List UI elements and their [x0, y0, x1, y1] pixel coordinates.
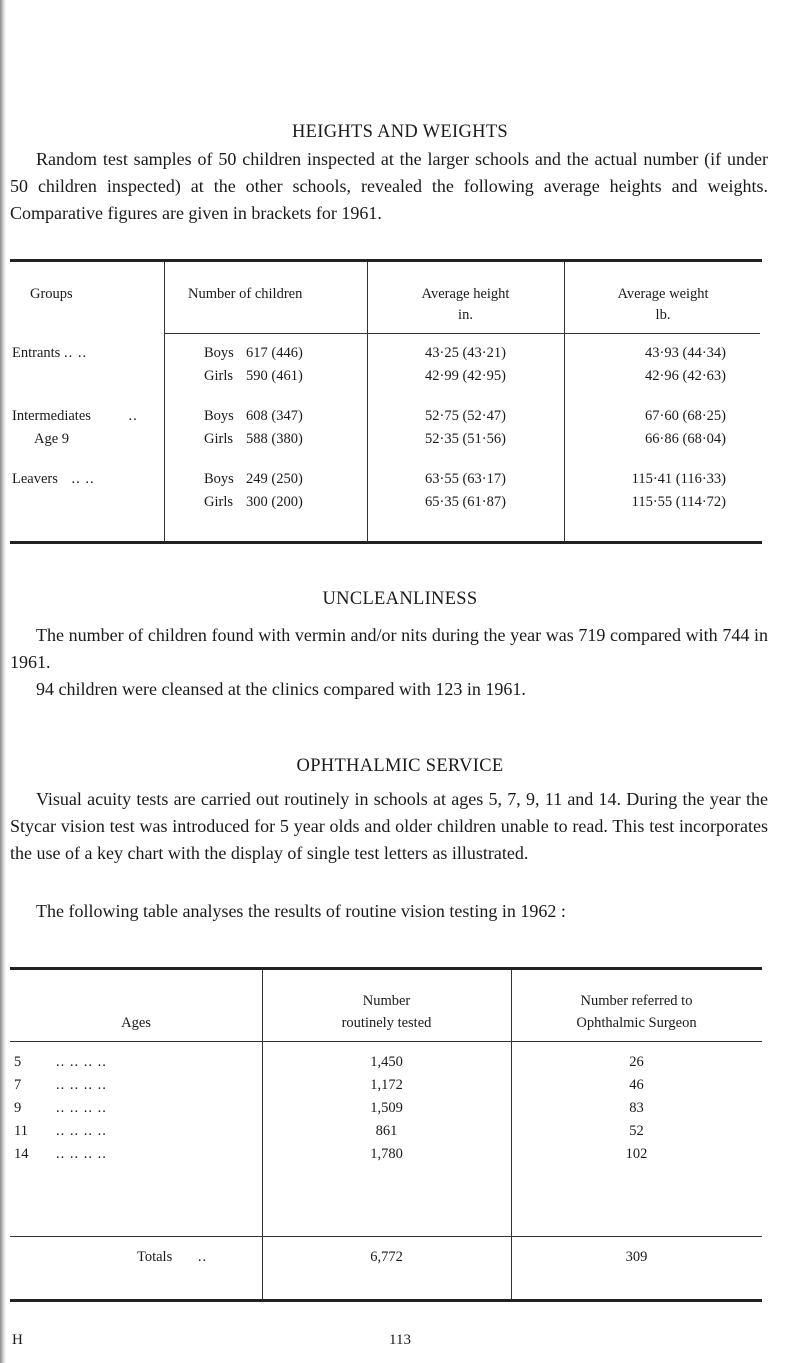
table1-group-label: Leavers .. .. — [12, 471, 95, 487]
table1-header-rule — [164, 333, 760, 334]
table2-totals-tested: 6,772 — [370, 1249, 403, 1265]
table2-referred: 102 — [625, 1146, 648, 1162]
table1-sex: Girls — [204, 368, 233, 384]
ophthalmic-heading: OPHTHALMIC SERVICE — [296, 756, 504, 776]
table2-age: 7 — [14, 1077, 22, 1093]
table1-sex: Girls — [204, 431, 233, 447]
table1-count: 588 (380) — [246, 431, 303, 447]
table2-tested: 1,509 — [370, 1100, 403, 1116]
table2-leader-dots: .. .. .. .. — [56, 1123, 107, 1139]
table1-group-label: Intermediates .. — [12, 408, 138, 424]
table1-height: 42·99 (42·95) — [425, 368, 506, 384]
table2-bottom-rule — [10, 1299, 762, 1302]
ophthalmic-paragraph-1: Visual acuity tests are carried out routinely in schools at ages 5, 7, 9, 11 and 14. During the year the Stycar vision test was introduced for 5 year olds and older children unable to read. This test incorporates the use of a key chart with the display of single test letters as illustrated. — [10, 789, 768, 863]
table2-totals-rule — [10, 1236, 762, 1237]
table1-header-groups: Groups — [30, 286, 73, 302]
uncleanliness-paragraph-1: The number of children found with vermin and/or nits during the year was 719 compared with 744 in 1961. — [10, 625, 768, 672]
table1-group-label: Entrants .. .. — [12, 345, 88, 361]
ophthalmic-paragraph-2: The following table analyses the results of routine vision testing in 1962 : — [36, 901, 566, 921]
table2-age: 14 — [14, 1146, 29, 1162]
table1-header-weight-unit: lb. — [655, 307, 671, 323]
table1-col-divider — [164, 262, 165, 541]
table1-header-height-unit: in. — [458, 307, 473, 323]
table2-leader-dots: .. .. .. .. — [56, 1100, 107, 1116]
table1-header-height: Average height — [421, 286, 510, 302]
table1-top-rule — [10, 259, 762, 262]
table2-top-rule — [10, 967, 762, 970]
table2-leader-dots: .. .. .. .. — [56, 1146, 107, 1162]
table2-age: 5 — [14, 1054, 22, 1070]
page-spine-shadow — [0, 0, 6, 1363]
table2-tested: 1,172 — [370, 1077, 403, 1093]
table1-height: 63·55 (63·17) — [425, 471, 506, 487]
table1-weight: 67·60 (68·25) — [645, 408, 726, 424]
table2-header-rule — [10, 1041, 762, 1042]
heights-weights-paragraph: Random test samples of 50 children inspected at the larger schools and the actual number (if under 50 children inspected) at the other schools, revealed the following average heights and weights. Comparative figures are given in brackets for 1961. — [10, 149, 768, 223]
table1-weight: 115·55 (114·72) — [631, 494, 726, 510]
page-number: 113 — [389, 1332, 411, 1348]
table2-leader-dots: .. .. .. .. — [56, 1054, 107, 1070]
table1-height: 52·35 (51·56) — [425, 431, 506, 447]
table2-referred: 26 — [629, 1054, 644, 1070]
uncleanliness-paragraph-2: 94 children were cleansed at the clinics compared with 123 in 1961. — [36, 679, 526, 699]
table2-age: 9 — [14, 1100, 22, 1116]
table2-header-tested: Number — [362, 993, 411, 1009]
table1-count: 590 (461) — [246, 368, 303, 384]
table2-referred: 52 — [629, 1123, 644, 1139]
table1-height: 65·35 (61·87) — [425, 494, 506, 510]
table2-leader-dots: .. .. .. .. — [56, 1077, 107, 1093]
table1-sex: Girls — [204, 494, 233, 510]
table2-tested: 1,450 — [370, 1054, 403, 1070]
table1-header-weight: Average weight — [617, 286, 709, 302]
table1-group-sublabel: Age 9 — [34, 431, 70, 447]
table1-sex: Boys — [204, 471, 234, 487]
table1-weight: 43·93 (44·34) — [645, 345, 726, 361]
table1-weight: 66·86 (68·04) — [645, 431, 726, 447]
table2-header-tested: routinely tested — [341, 1015, 432, 1031]
table1-count: 617 (446) — [246, 345, 303, 361]
table2-tested: 861 — [375, 1123, 398, 1139]
table1-sex: Boys — [204, 408, 234, 424]
table1-count: 300 (200) — [246, 494, 303, 510]
table2-totals-referred: 309 — [625, 1249, 648, 1265]
table1-bottom-rule — [10, 541, 762, 544]
table1-weight: 115·41 (116·33) — [631, 471, 726, 487]
signature-mark: H — [12, 1332, 23, 1348]
uncleanliness-heading: UNCLEANLINESS — [322, 589, 478, 609]
heights-weights-heading: HEIGHTS AND WEIGHTS — [291, 122, 509, 142]
table1-height: 52·75 (52·47) — [425, 408, 506, 424]
table1-count: 608 (347) — [246, 408, 303, 424]
table1-count: 249 (250) — [246, 471, 303, 487]
table1-height: 43·25 (43·21) — [425, 345, 506, 361]
table2-totals-label: Totals .. — [137, 1249, 208, 1265]
table2-header-ages: Ages — [121, 1015, 151, 1031]
table2-referred: 83 — [629, 1100, 644, 1116]
table2-header-referred: Ophthalmic Surgeon — [576, 1015, 697, 1031]
table1-header-number: Number of children — [188, 286, 303, 302]
table2-age: 11 — [14, 1123, 28, 1139]
table1-weight: 42·96 (42·63) — [645, 368, 726, 384]
table2-referred: 46 — [629, 1077, 644, 1093]
table2-header-referred: Number referred to — [580, 993, 693, 1009]
table2-tested: 1,780 — [370, 1146, 403, 1162]
table1-sex: Boys — [204, 345, 234, 361]
